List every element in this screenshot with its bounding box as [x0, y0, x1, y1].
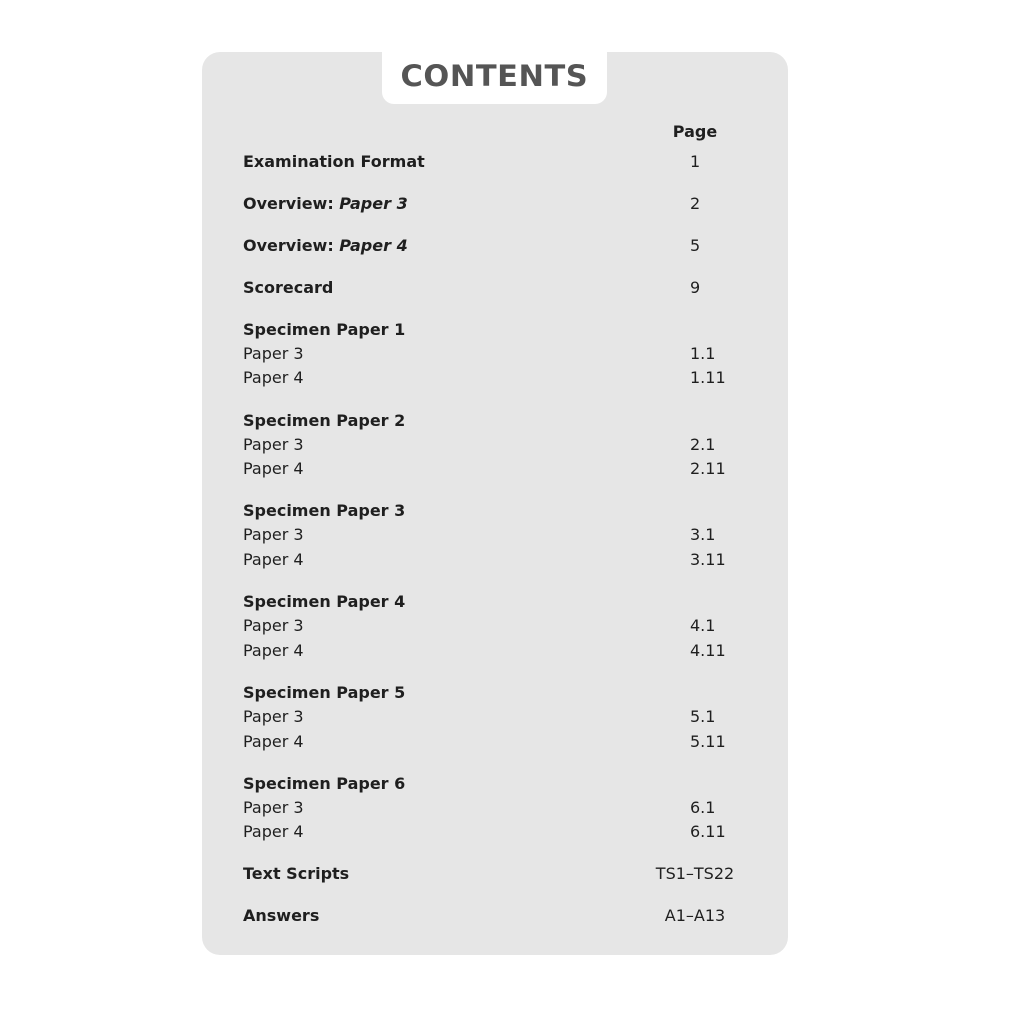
toc-label: Paper 3: [243, 344, 304, 363]
toc-entry-specimen-2-paper-3[interactable]: [243, 433, 763, 457]
toc-section-heading: Specimen Paper 5: [243, 683, 406, 702]
toc-entry-specimen-1-paper-3[interactable]: [243, 342, 763, 366]
toc-section-heading: Specimen Paper 4: [243, 592, 406, 611]
title-tab: [382, 40, 607, 104]
toc-label: Paper 3: [243, 707, 304, 726]
toc-page-number: 4.11: [690, 641, 726, 660]
toc-label: Paper 4: [243, 732, 304, 751]
toc-page-number: 4.1: [690, 616, 716, 635]
toc-entry-specimen-6-paper-3[interactable]: [243, 796, 763, 820]
toc-page-number: 3.11: [690, 550, 726, 569]
toc-label: Scorecard: [243, 278, 334, 297]
toc-entry-overview-paper-3[interactable]: [243, 192, 763, 216]
toc-page-number: 2: [690, 194, 701, 213]
toc-entry-specimen-5-paper-4[interactable]: [243, 730, 763, 754]
toc-label: Paper 3: [243, 525, 304, 544]
toc-entry-text-scripts[interactable]: [243, 862, 763, 886]
toc-label: Paper 4: [243, 459, 304, 478]
toc-label: Examination Format: [243, 152, 425, 171]
toc-label: Paper 4: [243, 822, 304, 841]
toc-section-heading-specimen-5[interactable]: [243, 681, 763, 705]
toc-entry-specimen-3-paper-4[interactable]: [243, 548, 763, 572]
toc-page-number: 1.1: [690, 344, 716, 363]
toc-page-number: TS1–TS22: [655, 864, 735, 883]
toc-page-number: 9: [690, 278, 701, 297]
toc-label-prefix: Overview:: [243, 236, 340, 255]
toc-page-number: 5.1: [690, 707, 716, 726]
toc-entry-answers[interactable]: [243, 904, 763, 928]
toc-label: Paper 4: [243, 368, 304, 387]
toc-entry-specimen-5-paper-3[interactable]: [243, 705, 763, 729]
toc-section-heading-specimen-1[interactable]: [243, 318, 763, 342]
toc-entry-examination-format[interactable]: [243, 150, 763, 174]
toc-page-number: 1: [690, 152, 701, 171]
toc-page-number: 6.1: [690, 798, 716, 817]
toc-section-heading: Specimen Paper 2: [243, 411, 406, 430]
toc-page-number: 2.1: [690, 435, 716, 454]
toc-entry-overview-paper-4[interactable]: [243, 234, 763, 258]
toc-label: Answers: [243, 906, 320, 925]
toc-label: [243, 192, 408, 216]
toc-entry-specimen-3-paper-3[interactable]: [243, 523, 763, 547]
toc-entry-specimen-4-paper-3[interactable]: [243, 614, 763, 638]
toc-section-heading: Specimen Paper 6: [243, 774, 406, 793]
toc-label: [243, 234, 408, 258]
toc-page-number: A1–A13: [664, 906, 726, 925]
toc-page-number: 3.1: [690, 525, 716, 544]
toc-page-number: 5.11: [690, 732, 726, 751]
toc-label: Paper 3: [243, 616, 304, 635]
toc-label-emphasis: Paper 4: [339, 236, 408, 255]
toc-page-number: 1.11: [690, 368, 726, 387]
toc-label: Paper 3: [243, 798, 304, 817]
toc-entry-specimen-4-paper-4[interactable]: [243, 639, 763, 663]
page-title: CONTENTS: [400, 59, 589, 93]
toc-section-heading-specimen-4[interactable]: [243, 590, 763, 614]
toc-label: Paper 3: [243, 435, 304, 454]
toc-section-heading: Specimen Paper 1: [243, 320, 406, 339]
toc-entry-scorecard[interactable]: [243, 276, 763, 300]
toc-section-heading-specimen-2[interactable]: [243, 409, 763, 433]
toc-section-heading-specimen-6[interactable]: [243, 772, 763, 796]
toc-page-number: 6.11: [690, 822, 726, 841]
toc-entry-specimen-6-paper-4[interactable]: [243, 820, 763, 844]
toc-entry-specimen-2-paper-4[interactable]: [243, 457, 763, 481]
toc-label-prefix: Overview:: [243, 194, 340, 213]
toc-section-heading: Specimen Paper 3: [243, 501, 406, 520]
toc-label-emphasis: Paper 3: [339, 194, 408, 213]
toc-page-number: 5: [690, 236, 701, 255]
toc-label: Text Scripts: [243, 864, 350, 883]
toc-label: Paper 4: [243, 550, 304, 569]
toc-section-heading-specimen-3[interactable]: [243, 499, 763, 523]
toc-entry-specimen-1-paper-4[interactable]: [243, 366, 763, 390]
toc-label: Paper 4: [243, 641, 304, 660]
page-column-header: Page: [672, 122, 718, 141]
toc-page-number: 2.11: [690, 459, 726, 478]
